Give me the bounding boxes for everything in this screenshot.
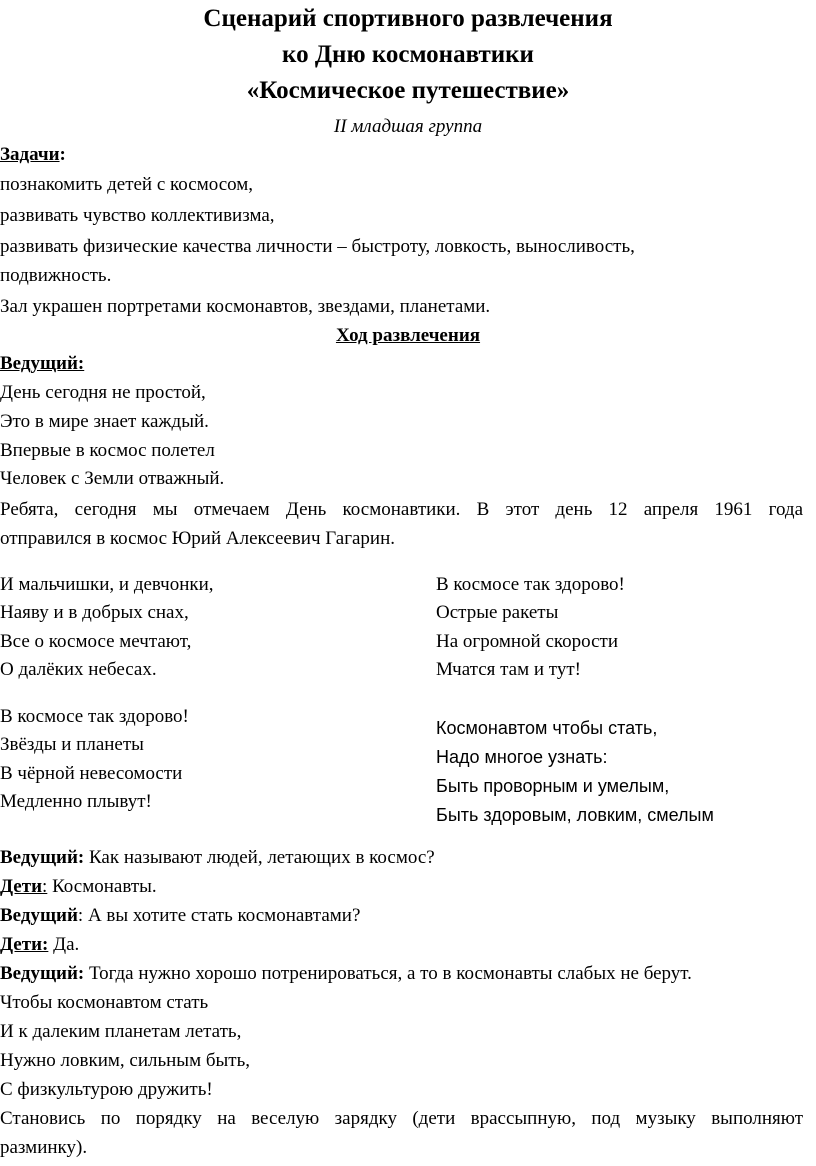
poem-right-2-line: Быть проворным и умелым, bbox=[436, 776, 670, 796]
poem-right-1-line: На огромной скорости bbox=[436, 631, 619, 652]
poem-right-1-line: Острые ракеты bbox=[436, 602, 559, 623]
task-item: подвижность. bbox=[0, 265, 112, 286]
poem-left-2-line: В чёрной невесомости bbox=[0, 763, 183, 784]
dialogue-text: Как называют людей, летающих в космос? bbox=[84, 847, 435, 868]
task-item: развивать чувство коллективизма, bbox=[0, 205, 275, 226]
dialogue-text: Да. bbox=[48, 934, 80, 955]
poem-left-1-line: Наяву и в добрых снах, bbox=[0, 602, 189, 623]
final-poem-line: Чтобы космонавтом стать bbox=[0, 992, 209, 1013]
poem-left-2-line: В космосе так здорово! bbox=[0, 706, 189, 727]
intro-poem-line: Человек с Земли отважный. bbox=[0, 468, 225, 489]
dialogue-line bbox=[0, 846, 435, 870]
dialogue-line bbox=[0, 875, 157, 899]
title-line-2: ко Дню космонавтики bbox=[282, 41, 534, 68]
poem-right-1-line: Мчатся там и тут! bbox=[436, 659, 581, 680]
speaker-label: Ведущий bbox=[0, 905, 78, 926]
dialogue-line bbox=[0, 962, 692, 986]
title-line-3: «Космическое путешествие» bbox=[246, 77, 570, 104]
closing-line: разминку). bbox=[0, 1137, 88, 1158]
dialogue-text: Космонавты. bbox=[47, 876, 157, 897]
host-label: Ведущий: bbox=[0, 353, 85, 374]
speaker-label: Дети: bbox=[0, 934, 49, 955]
intro-text-line: Ребята, сегодня мы отмечаем День космонавтики. В этот день 12 апреля 1961 года bbox=[0, 499, 803, 520]
final-poem-line: И к далеким планетам летать, bbox=[0, 1021, 242, 1042]
intro-poem-line: День сегодня не простой, bbox=[0, 382, 206, 403]
tasks-heading bbox=[0, 143, 66, 167]
poem-right-2-line: Быть здоровым, ловким, смелым bbox=[436, 805, 714, 825]
speaker-separator: : bbox=[77, 905, 84, 926]
intro-text-line: отправился в космос Юрий Алексеевич Гагарин. bbox=[0, 528, 396, 549]
tasks-heading-colon: : bbox=[59, 144, 66, 165]
poem-left-1-line: О далёких небесах. bbox=[0, 659, 157, 680]
poem-right-1-line: В космосе так здорово! bbox=[436, 574, 625, 595]
task-item: развивать физические качества личности – быстроту, ловкость, выносливость, bbox=[0, 236, 635, 257]
speaker-label: Ведущий: bbox=[0, 847, 85, 868]
speaker-label: Дети bbox=[0, 876, 43, 897]
intro-poem-line: Впервые в космос полетел bbox=[0, 440, 215, 461]
course-heading: Ход развлечения bbox=[335, 325, 481, 346]
task-item: познакомить детей с космосом, bbox=[0, 174, 254, 195]
dialogue-line bbox=[0, 933, 79, 957]
final-poem-line: Нужно ловким, сильным быть, bbox=[0, 1050, 250, 1071]
intro-poem-line: Это в мире знает каждый. bbox=[0, 411, 209, 432]
poem-left-1-line: Все о космосе мечтают, bbox=[0, 631, 192, 652]
dialogue-text: А вы хотите стать космонавтами? bbox=[83, 905, 361, 926]
tasks-heading-label: Задачи bbox=[0, 144, 60, 165]
poem-left-2-line: Медленно плывут! bbox=[0, 791, 152, 812]
closing-line: Становись по порядку на веселую зарядку (дети врассыпную, под музыку выполняют bbox=[0, 1108, 803, 1129]
dialogue-text: Тогда нужно хорошо потренироваться, а то в космонавты слабых не берут. bbox=[84, 963, 692, 984]
final-poem-line: С физкультурою дружить! bbox=[0, 1079, 213, 1100]
dialogue-line bbox=[0, 904, 360, 928]
poem-left-1-line: И мальчишки, и девчонки, bbox=[0, 574, 214, 595]
speaker-separator: : bbox=[42, 876, 48, 897]
poem-left-2-line: Звёзды и планеты bbox=[0, 734, 144, 755]
poem-right-2-line: Космонавтом чтобы стать, bbox=[436, 718, 658, 738]
title-line-1: Сценарий спортивного развлечения bbox=[203, 5, 613, 32]
hall-description: Зал украшен портретами космонавтов, звездами, планетами. bbox=[0, 296, 491, 317]
poem-right-2-line: Надо многое узнать: bbox=[436, 747, 608, 767]
group-subtitle: II младшая группа bbox=[333, 116, 483, 137]
speaker-label: Ведущий: bbox=[0, 963, 85, 984]
